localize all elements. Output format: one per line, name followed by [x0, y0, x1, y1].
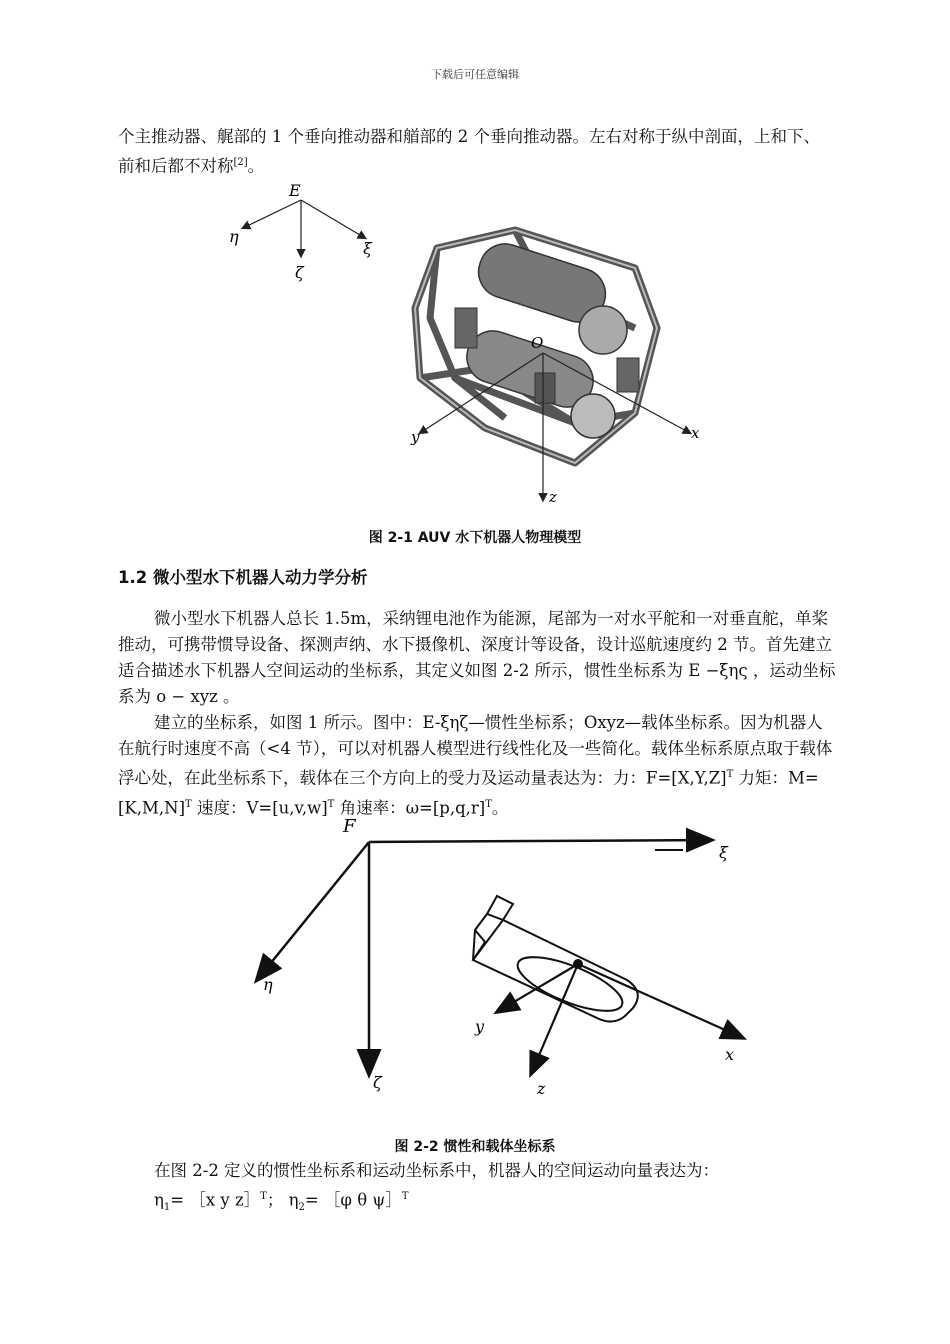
paragraph-3: 在图 2-2 定义的惯性坐标系和运动坐标系中，机器人的空间运动向量表达为：	[154, 1161, 720, 1180]
sup-t4: T	[485, 798, 492, 810]
label-y-2: y	[475, 1017, 485, 1036]
label-x: x	[691, 424, 700, 442]
figure-coordinate-systems	[235, 812, 775, 1112]
formula-line	[154, 1184, 872, 1221]
formula-sub1: 1	[163, 1201, 171, 1213]
label-F: F	[343, 816, 356, 837]
intro-paragraph	[118, 124, 836, 180]
label-xi: ξ	[363, 239, 372, 258]
label-x-2: x	[725, 1045, 735, 1064]
figure2-caption: 图 2-2 惯性和载体坐标系	[394, 1139, 556, 1155]
label-z-2: z	[537, 1079, 546, 1098]
xi-axis	[301, 200, 365, 238]
vehicle-outline	[473, 896, 638, 1022]
para2-rate: 角速率：ω=[p,q,r]	[334, 798, 486, 817]
sup-t2: T	[185, 798, 192, 810]
label-xi-2: ξ	[719, 843, 728, 862]
formula-t1: T	[260, 1191, 267, 1202]
body-z-axis-2	[531, 964, 578, 1074]
paragraph-2	[118, 710, 836, 821]
paragraph-1: 微小型水下机器人总长 1.5m，采纳锂电池作为能源，尾部为一对水平舵和一对垂直舵，单桨推动，可携带惯导设备、探测声纳、水下摄像机、深度计等设备，设计巡航速度约 2 节。首先建立适合描述水下机器人空间运动的坐标系，其定义如图 2-2 所示，惯性坐标系为 E −ξης ，运动坐标系为 o − xyz 。	[118, 609, 836, 706]
label-zeta-2: ζ	[373, 1073, 382, 1092]
body-y-axis-2	[497, 964, 578, 1012]
label-eta: η	[229, 227, 239, 246]
section-title: 1.2 微小型水下机器人动力学分析	[118, 568, 368, 587]
body-x-axis-2	[578, 964, 743, 1038]
label-y: y	[411, 428, 420, 446]
para2-text: 建立的坐标系，如图 1 所示。图中：E-ξηζ—惯性坐标系；Oxyz—载体坐标系。因为机器人在航行时速度不高（<4 节），可以对机器人模型进行线性化及一些简化。载体坐标系原点取于载体浮心处，在此坐标系下，载体在三个方向上的受力及运动量表达为：力：F=[X,Y,Z]	[118, 713, 833, 788]
label-E: E	[289, 181, 301, 200]
label-zeta: ζ	[295, 263, 304, 282]
para2-velocity: 速度：V=[u,v,w]	[191, 798, 328, 817]
intro-text: 个主推动器、艉部的 1 个垂向推动器和艏部的 2 个垂向推动器。左右对称于纵中剖面，上和下、前和后都不对称	[118, 127, 820, 176]
ref-marker: [2]	[233, 157, 248, 168]
xi-axis-2	[369, 840, 711, 842]
para2-moment: 力矩：M=[K,M,N]	[118, 768, 819, 817]
intro-end: 。	[247, 156, 265, 176]
page-header: 下载后可任意编辑	[431, 68, 519, 81]
sup-t1: T	[726, 769, 734, 780]
label-eta-2: η	[263, 975, 273, 994]
figure1-caption: 图 2-1 AUV 水下机器人物理模型	[368, 530, 582, 546]
label-z: z	[549, 488, 557, 506]
formula-eta1: η	[154, 1190, 164, 1210]
sup-t3: T	[327, 798, 335, 810]
formula-t2: T	[401, 1191, 409, 1202]
eta-axis	[243, 200, 301, 228]
figure-auv-model	[215, 178, 715, 518]
formula-sub2: 2	[298, 1201, 305, 1213]
formula-val2: = ［φ θ ψ］	[304, 1190, 402, 1210]
formula-sep: ； η	[266, 1190, 299, 1210]
label-O: O	[531, 334, 544, 352]
formula-val1: = ［x y z］	[170, 1190, 261, 1210]
eta-axis-2	[257, 842, 369, 980]
para2-end: 。	[491, 798, 509, 817]
